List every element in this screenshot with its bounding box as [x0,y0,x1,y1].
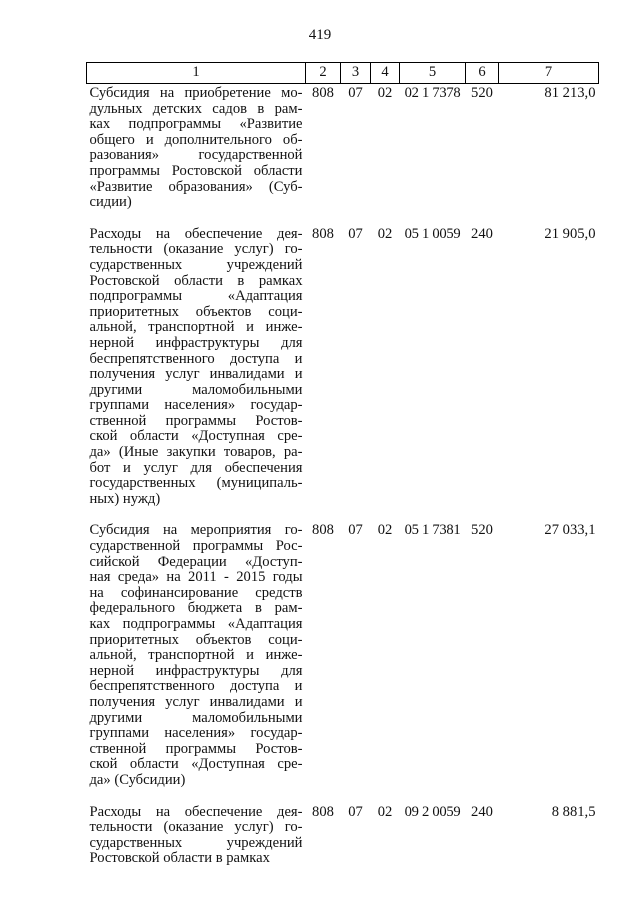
column-header-4: 4 [371,63,400,84]
description-line: Ростовской области в рамках [89,850,270,867]
description-line: бот и услуг для обеспечения [89,459,303,476]
subsection-code: 02 [377,803,393,820]
description-line: разования» государственной [89,147,303,164]
section-code: 07 [348,225,363,242]
ministry-code: 808 [312,522,334,539]
subsection-code: 02 [377,225,393,242]
table-body [87,84,599,881]
table-row [87,84,599,225]
column-header-7: 7 [499,63,599,84]
description-line: Ростовской области в рамках [89,272,303,289]
ministry-code: 808 [312,225,334,242]
description-line: беспрепятственного доступа и [89,350,303,367]
column-header-2: 2 [306,63,341,84]
description-line: Субсидия на приобретение мо- [89,85,303,101]
expense-type-code: 520 [471,85,493,101]
description-line: подпрограммы «Адаптация [89,288,303,305]
description-line: ная среда» на 2011 - 2015 годы [89,569,303,586]
description-line: тельности (оказание услуг) го- [89,241,303,258]
description-line: сидии) [89,194,132,211]
target-article-code: 02 1 7378 [404,85,461,101]
amount-value: 27 033,1 [544,522,596,539]
description-line: ской области «Доступная сре- [89,756,303,773]
description-line: ской области «Доступная сре- [89,428,303,445]
description-line: государственных (муниципаль- [89,475,303,492]
description-line: нерной инфраструктуры для [89,334,303,351]
description-line: Расходы на обеспечение дея- [89,225,303,242]
description-line: федерального бюджета в рам- [89,600,303,617]
description-line: ных) нужд) [89,490,161,507]
budget-table [86,62,599,881]
target-article-code: 05 1 7381 [404,522,461,539]
row-description [87,84,306,225]
column-header-3: 3 [341,63,371,84]
description-line: ках подпрограммы «Развитие [89,116,303,133]
table-row [87,225,599,522]
table-row [87,521,599,802]
description-line: приоритетных объектов соци- [89,303,303,320]
column-header-5: 5 [400,63,466,84]
subsection-code: 02 [377,522,393,539]
description-line: группами населения» государ- [89,725,303,742]
ministry-code: 808 [312,803,334,820]
expense-type-code: 240 [471,225,493,242]
description-line: другими маломобильными [89,709,303,726]
description-line: программы Ростовской области [89,162,303,179]
description-line: группами населения» государ- [89,397,303,414]
description-line: дульных детских садов в рам- [89,100,303,117]
description-line: сударственных учреждений [89,834,303,851]
page-number: 419 [308,27,332,43]
amount-value: 21 905,0 [544,225,596,242]
description-line: сийской Федерации «Доступ- [89,553,303,570]
description-line: сударственной программы Рос- [89,538,303,555]
description-line: да» (Иные закупки товаров, ра- [89,444,303,461]
column-header-6: 6 [466,63,499,84]
column-header-1: 1 [87,63,306,84]
ministry-code: 808 [312,85,334,101]
description-line: альной, транспортной и инже- [89,319,303,336]
description-line: получения услуг инвалидами и [89,693,303,710]
description-line: на софинансирование средств [89,584,303,601]
description-line: тельности (оказание услуг) го- [89,819,303,836]
description-line: приоритетных объектов соци- [89,631,303,648]
description-line: ках подпрограммы «Адаптация [89,616,303,632]
description-line: Субсидия на мероприятия го- [89,522,303,539]
row-description [87,225,306,522]
subsection-code: 02 [377,85,393,101]
amount-value: 8 881,5 [551,803,596,820]
description-line: общего и дополнительного об- [89,131,303,148]
description-line: альной, транспортной и инже- [89,647,303,664]
expense-type-code: 240 [471,803,493,820]
description-line: сударственных учреждений [89,256,303,273]
section-code: 07 [348,85,363,101]
description-line: беспрепятственного доступа и [89,678,303,695]
description-line: получения услуг инвалидами и [89,366,303,383]
amount-value: 81 213,0 [544,85,596,101]
target-article-code: 05 1 0059 [404,225,461,242]
target-article-code: 09 2 0059 [404,803,461,820]
description-line: нерной инфраструктуры для [89,662,303,679]
table-row [87,803,599,881]
expense-type-code: 520 [471,522,493,539]
table-header-row [87,63,599,84]
row-description [87,521,306,802]
description-line: «Развитие образования» (Суб- [89,178,303,195]
description-line: другими маломобильными [89,381,303,398]
row-description [87,803,306,881]
description-line: ственной программы Ростов- [89,412,303,429]
description-line: ственной программы Ростов- [89,740,303,757]
section-code: 07 [348,803,363,820]
description-line: да» (Субсидии) [89,771,186,788]
description-line: Расходы на обеспечение дея- [89,803,303,820]
section-code: 07 [348,522,363,539]
